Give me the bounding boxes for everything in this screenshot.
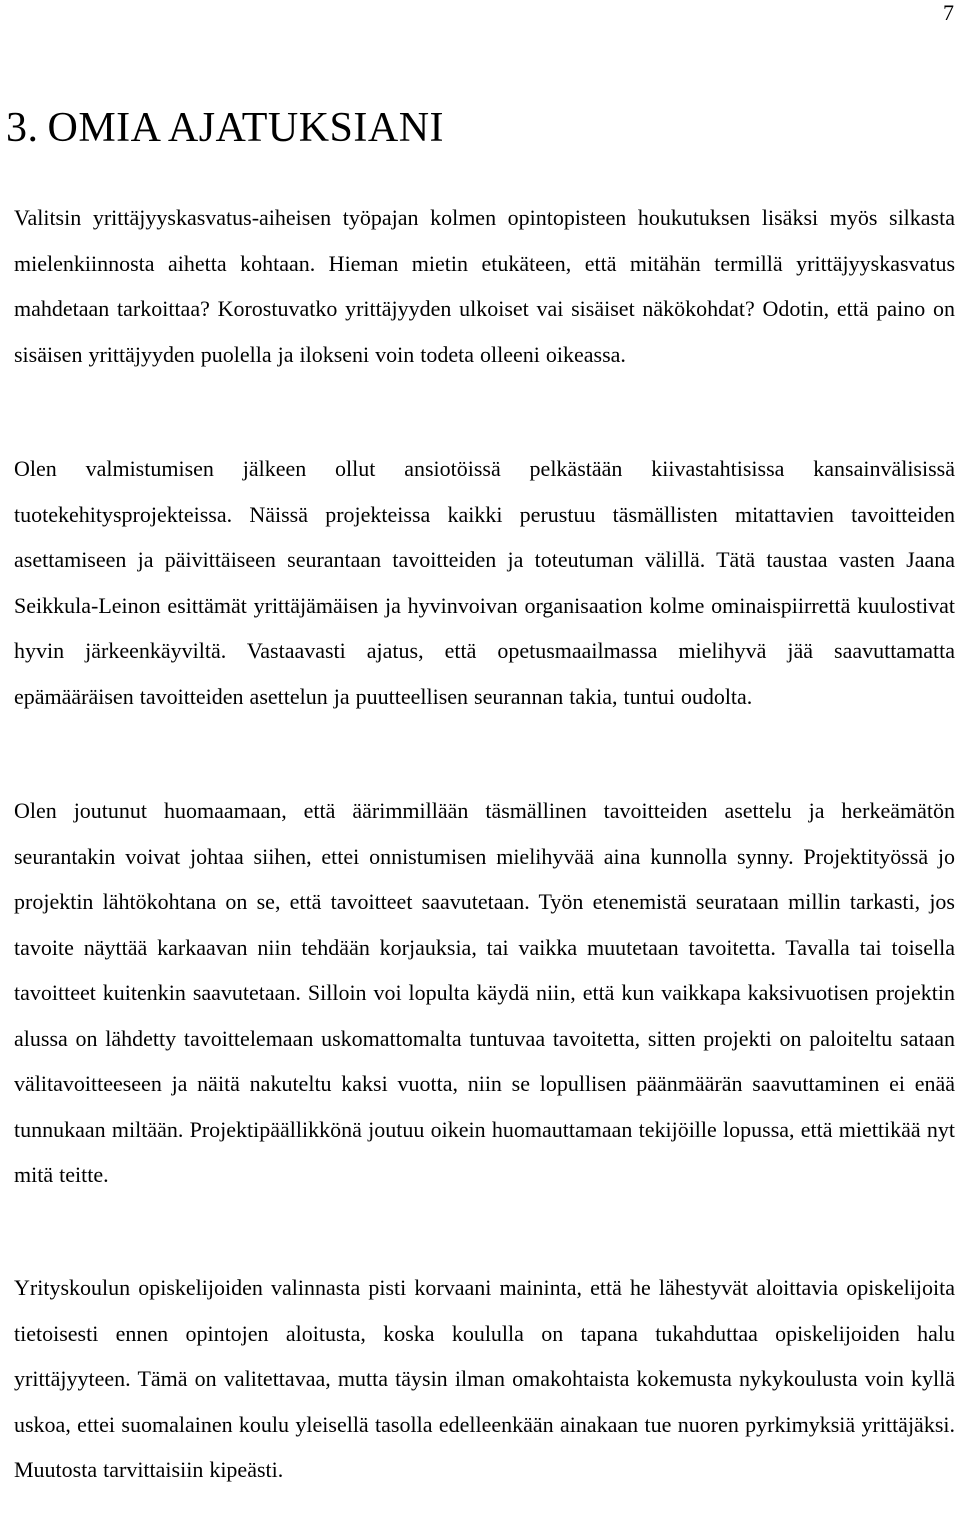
- page-number: 7: [943, 0, 954, 25]
- paragraph-project-background: Olen valmistumisen jälkeen ollut ansiotöissä pelkästään kiivastahtisissa kansainvälisissä tuotekehitysprojekteissa. Näissä projekteissa kaikki perustuu täsmällisten mitattavien tavoitteiden asettamiseen ja päivittäiseen seurantaan tavoitteiden ja toteutuman välillä. Tätä taustaa vasten Jaana Seikkula-Leinon esittämät yrittäjämäisen ja hyvinvoivan organisaation kolme ominaispiirrettä kuulostivat hyvin järkeenkäyviltä. Vastaavasti ajatus, että opetusmaailmassa mielihyvä jää saavuttamatta epämääräisen tavoitteiden asettelun ja puutteellisen seurannan takia, tuntui oudolta.: [14, 456, 955, 709]
- chapter-title: OMIA AJATUKSIANI: [47, 105, 445, 151]
- chapter-number: 3.: [6, 105, 39, 151]
- chapter-heading: [6, 98, 444, 158]
- paragraph-workshop-motivation: Valitsin yrittäjyyskasvatus-aiheisen työpajan kolmen opintopisteen houkutuksen lisäksi myös silkasta mielenkiinnosta aihetta kohtaan. Hieman mietin etukäteen, että mitähän termillä yrittäjyyskasvatus mahdetaan tarkoittaa? Korostuvatko yrittäjyyden ulkoiset vai sisäiset näkökohdat? Odotin, että paino on sisäisen yrittäjyyden puolella ja ilokseni voin todeta olleeni oikeassa.: [14, 205, 955, 367]
- paragraph-goal-tracking: Olen joutunut huomaamaan, että äärimmillään täsmällinen tavoitteiden asettelu ja herkeämätön seurantakin voivat johtaa siihen, ettei onnistumisen mielihyvää aina kunnolla synny. Projektityössä jo projektin lähtökohtana on se, että tavoitteet saavutetaan. Työn etenemistä seurataan millin tarkasti, jos tavoite näyttää karkaavan niin tehdään korjauksia, tai vaikka muutetaan tavoitetta. Tavalla tai toisella tavoitteet kuitenkin saavutetaan. Silloin voi lopulta käydä niin, että kun vaikkapa kaksivuotisen projektin alussa on lähdetty tavoittelemaan uskomattomalta tuntuvaa tavoitetta, sitten projekti on paloiteltu sataan välitavoitteeseen ja näitä nakuteltu kaksi vuotta, niin se lopullisen päänmäärän saavuttaminen ei enää tunnukaan miltään. Projektipäällikkönä joutuu oikein huomauttamaan tekijöille lopussa, että miettikää nyt mitä teitte.: [14, 798, 955, 1187]
- paragraph-entrepreneurship-school: Yrityskoulun opiskelijoiden valinnasta pisti korvaani maininta, että he lähestyvät aloittavia opiskelijoita tietoisesti ennen opintojen aloitusta, koska koululla on tapana tukahduttaa opiskelijoiden halu yrittäjyyteen. Tämä on valitettavaa, mutta täysin ilman omakohtaista kokemusta nykykoulusta voin kyllä uskoa, ettei suomalainen koulu yleisellä tasolla edelleenkään ainakaan tue nuoren pyrkimyksiä yrittäjäksi. Muutosta tarvittaisiin kipeästi.: [14, 1275, 955, 1482]
